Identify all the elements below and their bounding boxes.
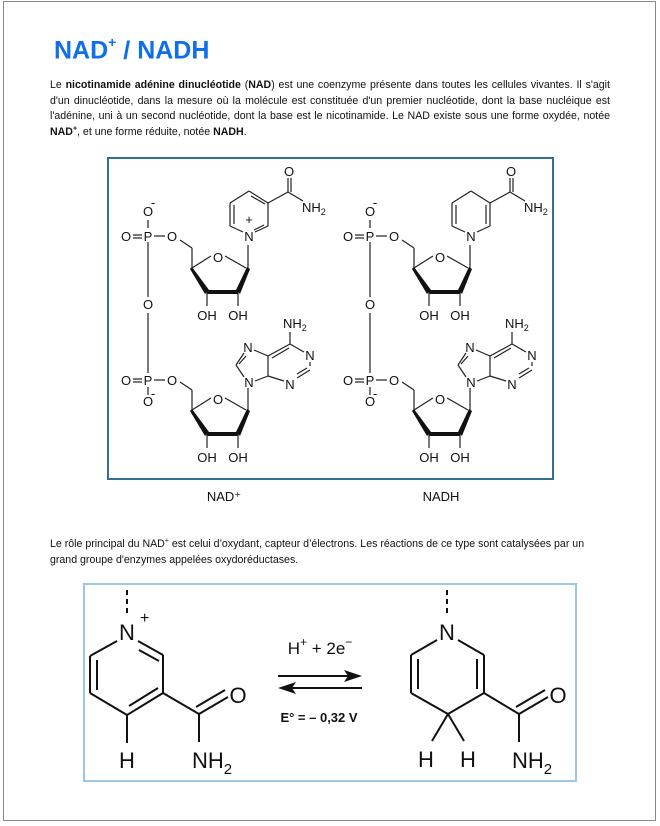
atom-label: O bbox=[142, 394, 154, 409]
atom-label: $NH_2$ bbox=[302, 200, 326, 217]
atom-label: $NH_2$ bbox=[524, 200, 548, 217]
atom-label: N bbox=[527, 348, 537, 363]
atom-label: N bbox=[244, 229, 254, 244]
equilibrium-arrows-icon bbox=[278, 670, 362, 694]
atom-label: O bbox=[142, 204, 154, 219]
atom-label: N bbox=[243, 340, 253, 355]
atom-label: O bbox=[166, 229, 178, 244]
atom-label: N bbox=[466, 375, 476, 390]
svg-text:N: N bbox=[119, 620, 135, 645]
atom-label: O bbox=[388, 229, 400, 244]
role-paragraph: Le rôle principal du NAD+ est celui d’oxydant, capteur d’électrons. Les réactions de ce type sont catalysées par un grand groupe d'enzymes appelées oxydoréductases. bbox=[50, 537, 585, 566]
svg-text:N: N bbox=[439, 620, 455, 645]
atom-label: N bbox=[466, 229, 476, 244]
page-title: NAD+ / NADH bbox=[54, 34, 210, 65]
atom-label: $NH_2$ bbox=[505, 316, 529, 333]
atom-label: OH bbox=[228, 308, 248, 323]
atom-label: O bbox=[364, 204, 376, 219]
atom-label: O bbox=[212, 392, 224, 407]
atom-label: P bbox=[143, 373, 153, 388]
atom-label: OH bbox=[419, 450, 439, 465]
atom-label: O bbox=[120, 373, 132, 388]
atom-label: O bbox=[434, 392, 446, 407]
svg-text:H: H bbox=[460, 747, 476, 772]
atom-label: O bbox=[166, 373, 178, 388]
atom-label: + bbox=[245, 212, 253, 227]
atom-label: O bbox=[283, 164, 295, 179]
svg-text:+: + bbox=[140, 610, 150, 627]
standard-potential: E° = – 0,32 V bbox=[280, 710, 358, 725]
atom-label: - bbox=[372, 195, 378, 210]
svg-text:NH2: $NH_2$ bbox=[192, 748, 233, 778]
atom-label: O bbox=[434, 250, 446, 265]
svg-text:H: H bbox=[418, 747, 434, 772]
atom-label: OH bbox=[197, 308, 217, 323]
atom-label: - bbox=[150, 386, 156, 401]
atom-label: N bbox=[244, 375, 254, 390]
nicotinamide-oxidized-labels bbox=[119, 610, 247, 778]
atom-label: P bbox=[143, 229, 153, 244]
svg-text:NH2: $NH_2$ bbox=[512, 748, 553, 778]
atom-label: O bbox=[364, 297, 376, 312]
atom-label: O bbox=[505, 164, 517, 179]
svg-text:H: H bbox=[119, 748, 135, 773]
nicotinamide-reduced bbox=[411, 590, 548, 742]
atom-label: N bbox=[305, 348, 315, 363]
atom-label: O bbox=[342, 229, 354, 244]
atom-label: OH bbox=[197, 450, 217, 465]
atom-label: O bbox=[142, 297, 154, 312]
atom-label: O bbox=[212, 250, 224, 265]
atom-label: O bbox=[120, 229, 132, 244]
atom-label: OH bbox=[450, 450, 470, 465]
caption-nad-plus: NAD⁺ bbox=[206, 489, 242, 504]
atom-label: OH bbox=[228, 450, 248, 465]
atom-label: N bbox=[285, 377, 295, 392]
atom-label: P bbox=[365, 373, 375, 388]
intro-paragraph: Le nicotinamide adénine dinucléotide (NAD) est une coenzyme présente dans toutes les cellules vivantes. Il s'agit d'un dinucléotide, dans la mesure où la molécule est constituée d'un premier nucléotide, dont la base nucléique est l'adénine, uni à un second nucléotide, dont la base est le nicotinamide. Le NAD existe sous une forme oxydée, notée NAD+, et une forme réduite, notée NADH. bbox=[50, 79, 610, 138]
atom-label: - bbox=[150, 195, 156, 210]
svg-text:O: O bbox=[549, 683, 567, 708]
atom-label: OH bbox=[450, 308, 470, 323]
atom-label: OH bbox=[419, 308, 439, 323]
atom-label: N bbox=[507, 377, 517, 392]
caption-nadh: NADH bbox=[422, 489, 460, 504]
nicotinamide-oxidized bbox=[90, 590, 228, 743]
atom-label: O bbox=[388, 373, 400, 388]
atom-label: P bbox=[365, 229, 375, 244]
atom-label: O bbox=[364, 394, 376, 409]
atom-label: - bbox=[372, 386, 378, 401]
reagent-label: H+ + 2e− bbox=[287, 635, 353, 658]
atom-label: O bbox=[342, 373, 354, 388]
atom-label: N bbox=[465, 340, 475, 355]
atom-label: $NH_2$ bbox=[283, 316, 307, 333]
svg-text:O: O bbox=[229, 683, 247, 708]
